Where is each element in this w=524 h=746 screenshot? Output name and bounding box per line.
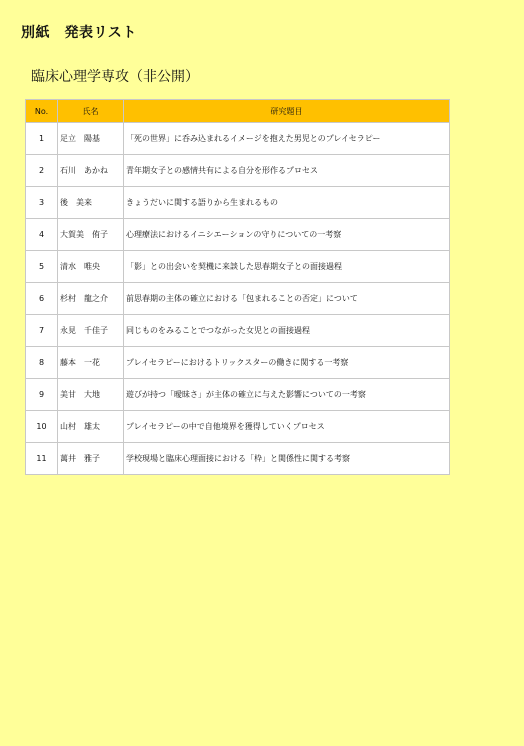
presenter-name: 後 美来 (58, 187, 124, 219)
row-number: 11 (26, 443, 58, 475)
table-row (26, 219, 450, 251)
table-header-row (26, 100, 450, 123)
presenter-name: 大賀美 侑子 (58, 219, 124, 251)
presenter-name: 山村 雄太 (58, 411, 124, 443)
presenter-name: 杉村 龍之介 (58, 283, 124, 315)
research-title: プレイセラピーにおけるトリックスターの働きに関する一考察 (124, 347, 450, 379)
research-title: 同じものをみることでつながった女児との面接過程 (124, 315, 450, 347)
row-number: 4 (26, 219, 58, 251)
row-number: 1 (26, 123, 58, 155)
table-row (26, 187, 450, 219)
table-row (26, 379, 450, 411)
page-heading: 別紙 発表リスト (21, 25, 137, 41)
presenter-name: 永見 千佳子 (58, 315, 124, 347)
research-title: 遊びが持つ「曖昧さ」が主体の確立に与えた影響についての一考察 (124, 379, 450, 411)
section-title: 臨床心理学専攻（非公開） (31, 69, 199, 85)
table-row (26, 123, 450, 155)
row-number: 2 (26, 155, 58, 187)
presenter-name: 石川 あかね (58, 155, 124, 187)
presenter-name: 美甘 大地 (58, 379, 124, 411)
table-row (26, 347, 450, 379)
row-number: 6 (26, 283, 58, 315)
presentation-table (25, 99, 450, 475)
presenter-name: 藤本 一花 (58, 347, 124, 379)
table-row (26, 315, 450, 347)
research-title: 青年期女子との感情共有による自分を形作るプロセス (124, 155, 450, 187)
research-title: 前思春期の主体の確立における「包まれることの否定」について (124, 283, 450, 315)
presenter-name: 清水 唯央 (58, 251, 124, 283)
row-number: 3 (26, 187, 58, 219)
table-row (26, 443, 450, 475)
research-title: 学校現場と臨床心理面接における「枠」と関係性に関する考察 (124, 443, 450, 475)
row-number: 9 (26, 379, 58, 411)
table-row (26, 411, 450, 443)
presenter-name: 足立 陽基 (58, 123, 124, 155)
table-row (26, 251, 450, 283)
research-title: 「影」との出会いを契機に来談した思春期女子との面接過程 (124, 251, 450, 283)
row-number: 7 (26, 315, 58, 347)
header-no: No. (26, 100, 58, 123)
research-title: きょうだいに関する語りから生まれるもの (124, 187, 450, 219)
presenter-name: 萬井 雅子 (58, 443, 124, 475)
table-row (26, 283, 450, 315)
header-title: 研究題目 (124, 100, 450, 123)
research-title: プレイセラピーの中で自他境界を獲得していくプロセス (124, 411, 450, 443)
row-number: 5 (26, 251, 58, 283)
research-title: 「死の世界」に呑み込まれるイメージを抱えた男児とのプレイセラピー (124, 123, 450, 155)
row-number: 8 (26, 347, 58, 379)
table-row (26, 155, 450, 187)
row-number: 10 (26, 411, 58, 443)
header-name: 氏名 (58, 100, 124, 123)
research-title: 心理療法におけるイニシエーションの守りについての一考察 (124, 219, 450, 251)
